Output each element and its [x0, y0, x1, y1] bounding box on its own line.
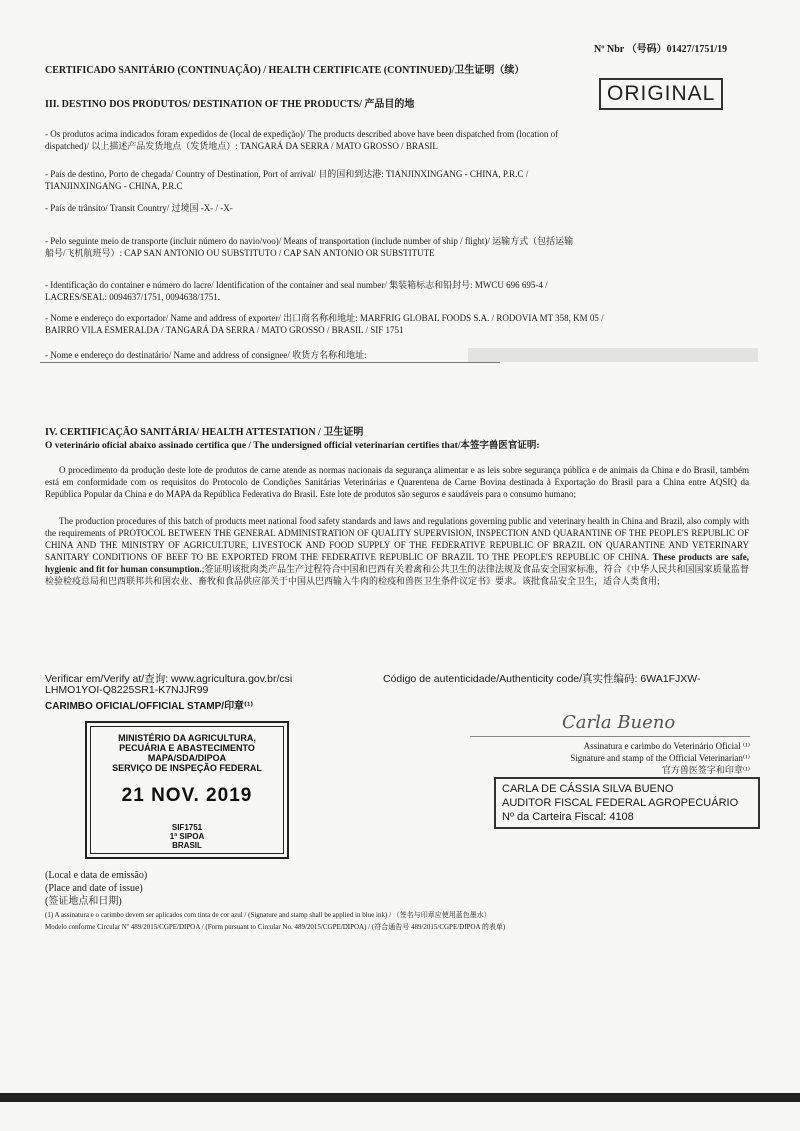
stamp-country: BRASIL [172, 841, 202, 850]
original-stamp: ORIGINAL [599, 78, 723, 110]
signature-caption-cn: 官方兽医签字和印章⁽¹⁾ [661, 765, 750, 775]
auditor-title: AUDITOR FISCAL FEDERAL AGROPECUÁRIO [502, 797, 739, 809]
transport-line-2: 船号/飞机航班号）: CAP SAN ANTONIO OU SUBSTITUTO / CAP SAN ANTONIO OR SUBSTITUTE [45, 248, 435, 258]
country-line-1: - País de destino, Porto de chegada/ Country of Destination, Port of arrival/ 目的国和到达港: TIANJINXINGANG - CHINA, P.R.C / [45, 169, 529, 179]
transport-line-1: - Pelo seguinte meio de transporte (incluir número do navio/voo)/ Means of transportation (include number of ship / flight)/ 运输方式（包括运输 [45, 236, 574, 246]
stamp-date: 21 NOV. 2019 [121, 785, 253, 806]
attestation-chinese: ;签证明该批肉类产品生产过程符合中国和巴西有关着禽和公共卫生的法律法规及食品安全国家标准，符合《中华人民共和国国家质量监督检验检疫总局和巴西联邦共和国农业、畜牧和食品供应部关于中国从巴西输入牛肉的检疫和兽医卫生条件议定书》要求。该批食品安全卫生，适合人类食用; [45, 564, 749, 586]
certificate-title: CERTIFICADO SANITÁRIO (CONTINUAÇÃO) / HEALTH CERTIFICATE (CONTINUED)/卫生证明（续） [45, 65, 525, 76]
redacted-consignee [468, 348, 758, 362]
scan-bottom-edge [0, 1093, 800, 1102]
exporter-line-2: BAIRRO VILA ESMERALDA / TANGARÁ DA SERRA / MATO GROSSO / BRASIL / SIF 1751 [45, 325, 404, 335]
stamp-sif-block [87, 823, 287, 850]
handwritten-signature: Carla Bueno [562, 712, 676, 733]
authenticity-code: Código de autenticidade/Authenticity code/真实性编码: 6WA1FJXW- [383, 673, 701, 685]
ministry-stamp-heading [87, 733, 287, 773]
section-4-title: IV. CERTIFICAÇÃO SANITÁRIA/ HEALTH ATTESTATION / 卫生证明 [45, 427, 364, 438]
attestation-english [45, 515, 749, 587]
footnote-form-model: Modelo conforme Circular Nº 489/2015/CGPE/DIPOA / (Form pursuant to Circular No. 489/2015/CGPE/DIPOA) / (符合通告号 489/2015/CGPE/DIPOA 的表单) [45, 923, 506, 931]
ministry-line-2: PECUÁRIA E ABASTECIMENTO [119, 743, 255, 753]
dispatched-line-1: - Os produtos acima indicados foram expedidos de (local de expedição)/ The products described above have been dispatched from (location of [45, 129, 559, 139]
stamp-sif: SIF1751 [171, 823, 203, 832]
consignee-line: - Nome e endereço do destinatário/ Name and address of consignee/ 收货方名称和地址: [45, 350, 367, 360]
official-stamp-label: CARIMBO OFICIAL/OFFICIAL STAMP/印章⁽¹⁾ [45, 701, 254, 712]
stamp-sipoa: 1ª SIPOA [169, 832, 205, 841]
auditor-stamp [494, 777, 760, 829]
verify-url[interactable]: Verificar em/Verify at/查询: www.agricultura.gov.br/csi [45, 673, 293, 685]
ministry-line-1: MINISTÉRIO DA AGRICULTURA, [118, 733, 256, 743]
exporter-line-1: - Nome e endereço do exportador/ Name and address of exporter/ 出口商名称和地址: MARFRIG GLOBAL FOODS S.A. / RODOVIA MT 358, KM 05 / [45, 313, 604, 323]
container-line-1: - Identificação do container e número do lacre/ Identification of the container and seal number/ 集装箱标志和铅封号: MWCU 696 695-4 / [45, 280, 548, 290]
auditor-name: CARLA DE CÁSSIA SILVA BUENO [502, 783, 674, 795]
container-line-2: LACRES/SEAL: 0094637/1751, 0094638/1751. [45, 292, 221, 302]
ministry-line-4: SERVIÇO DE INSPEÇÃO FEDERAL [112, 763, 262, 773]
section-3-title: III. DESTINO DOS PRODUTOS/ DESTINATION OF THE PRODUCTS/ 产品目的地 [45, 99, 415, 110]
signature-caption-pt: Assinatura e carimbo do Veterinário Oficial ⁽¹⁾ [583, 741, 750, 751]
transit-line: - País de trânsito/ Transit Country/ 过境国 -X- / -X- [45, 203, 233, 213]
attestation-portuguese: O procedimento da produção deste lote de produtos de carne atende as normas nacionais da segurança alimentar e as leis sobre segurança pública e de animais da China e do Brasil, também está em conformidade com os requisitos do Protocolo de Condições Sanitárias Veterinárias e Quarentena de Carne Bovina destinada à Exportação do Brasil para a China entre AQSIQ da República Popular da China e do MAPA da República Federativa do Brasil. Este lote de produtos são seguros e saudáveis para o consumo humano; [45, 465, 749, 499]
place-date-en: (Place and date of issue) [45, 883, 143, 894]
signature-caption-en: Signature and stamp of the Official Veterinarian⁽¹⁾ [570, 753, 750, 763]
certificate-number: Nº Nbr （号码）01427/1751/19 [594, 44, 728, 55]
ministry-line-3: MAPA/SDA/DIPOA [147, 753, 227, 763]
verify-code: LHMO1YOI-Q8225SR1-K7NJJR99 [45, 684, 209, 696]
footnote-blue-ink: (1) A assinatura e o carimbo devem ser aplicados com tinta de cor azul / (Signature and stamp shall be applied in blue ink) / （签名与印章应使用蓝色墨水） [45, 911, 491, 919]
place-date-pt: (Local e data de emissão) [45, 870, 148, 881]
auditor-card: Nº da Carteira Fiscal: 4108 [502, 811, 634, 823]
place-date-cn: (签证地点和日期) [45, 896, 122, 907]
dispatched-line-2: dispatched)/ 以上描述产品发货地点（发货地点）: TANGARÁ DA SERRA / MATO GROSSO / BRASIL [45, 141, 438, 151]
signature-line [470, 736, 750, 737]
attestation-english-bold: These products are safe, hygienic and fit for human consumption. [45, 552, 750, 574]
section-4-subtitle: O veterinário oficial abaixo assinado certifica que / The undersigned official veterinarian certifies that/本签字兽医官证明: [45, 441, 540, 451]
attestation-english-text: The production procedures of this batch of products meet national food safety standards and laws and regulations governing public and veterinary health in China and Brazil, also comply with the requirements of PROTOCOL BETWEEN THE GENERAL ADMINISTRATION OF QUALITY SUPERVISION, INSPECTION AND QUARANTINE OF THE PEOPLE'S REPUBLIC OF CHINA AND THE MINISTRY OF AGRICULTURE, LIVESTOCK AND FOOD SUPPLY OF THE FEDERATIVE REPUBLIC OF BRAZIL ON QUARANTINE AND VETERINARY SANITARY CONDITIONS OF BEEF TO BE EXPORTED FROM THE FEDERATIVE REPUBLIC OF BRAZIL TO THE PEOPLE'S REPUBLIC OF CHINA. [45, 516, 749, 562]
country-line-2: TIANJINXINGANG - CHINA, P.R.C [45, 181, 183, 191]
consignee-underline [40, 362, 500, 363]
ministry-stamp [85, 721, 289, 859]
